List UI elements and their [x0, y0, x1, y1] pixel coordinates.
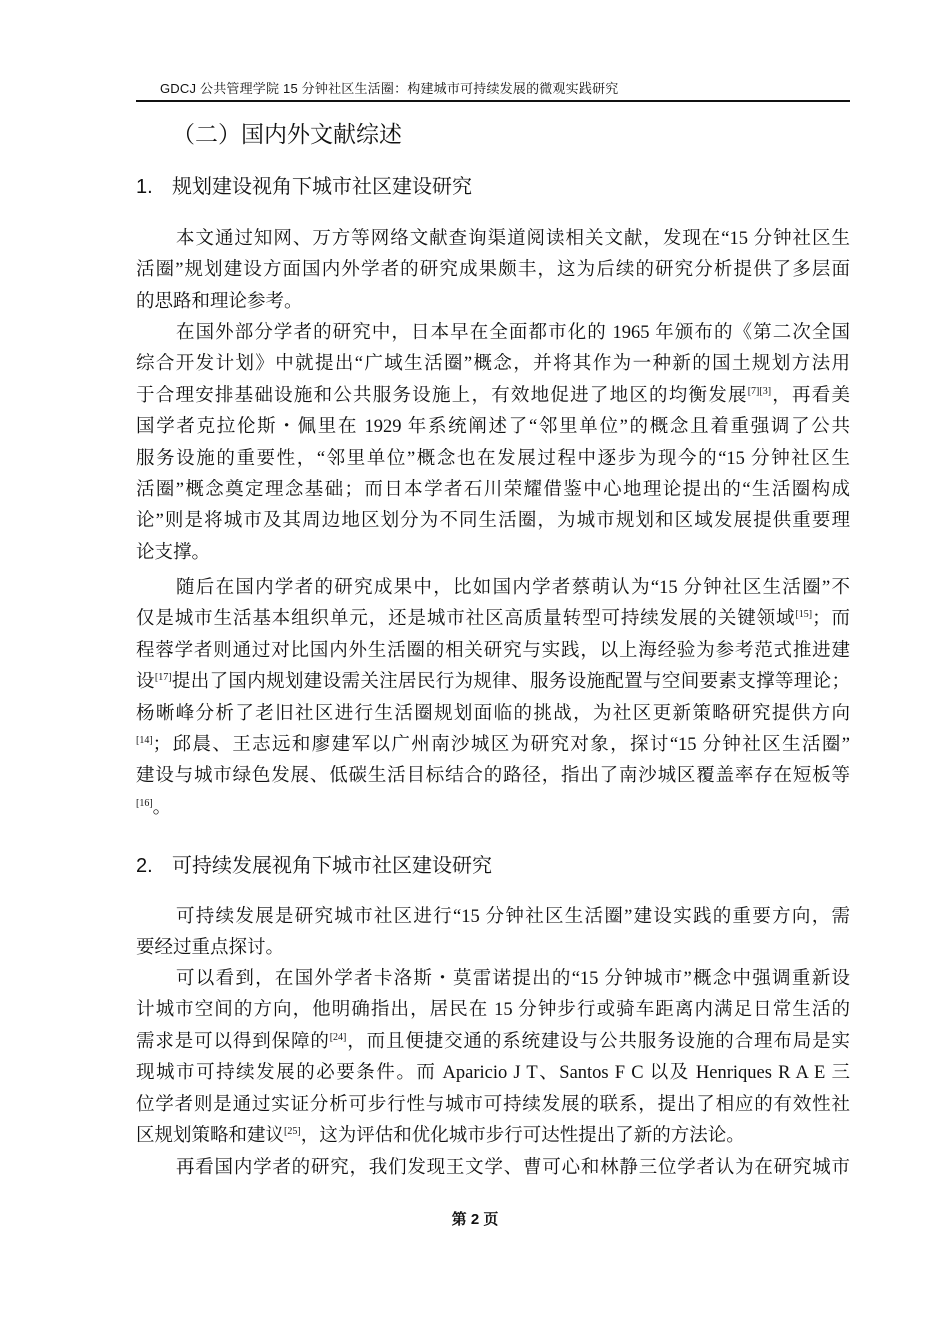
subsection-heading-1	[136, 170, 472, 199]
text-line	[136, 1121, 745, 1151]
text-line	[136, 1090, 850, 1120]
text-line	[136, 933, 284, 963]
text-run: 活圈”概念奠定理念基础；而日本学者石川荣耀借鉴中心地理论提出的“生活圈构成	[136, 480, 850, 500]
section-heading: （二）国内外文献综述	[172, 121, 402, 147]
text-run: 程蓉学者则通过对比国内外生活圈的相关研究与实践，以上海经验为参考范式推进建	[136, 640, 850, 661]
text-line	[136, 995, 850, 1025]
text-run: 现城市可持续发展的必要条件。而 Aparicio J T、Santos F C 以及 Henriques R A E 三	[136, 1063, 850, 1084]
text-run: 于合理安排基础设施和公共服务设施上，有效地促进了地区的均衡发展	[136, 385, 748, 406]
subsection-number: 1.	[136, 176, 153, 198]
text-run: 可以看到，在国外学者卡洛斯・莫雷诺提出的“15 分钟城市”概念中强调重新设	[176, 969, 850, 989]
citation-reference: [25]	[284, 1126, 301, 1137]
text-run: 设	[136, 672, 155, 693]
text-line	[136, 255, 850, 285]
text-run: 位学者则是通过实证分析可步行性与城市可持续发展的联系，提出了相应的有效性社	[136, 1094, 850, 1115]
text-run: 建设与城市绿色发展、低碳生活目标结合的路径，指出了南沙城区覆盖率存在短板等	[136, 766, 850, 787]
citation-reference: [15]	[795, 609, 813, 621]
text-run: ；邱晨、王志远和廖建军以广州南沙城区为研究对象，探讨“15 分钟社区生活圈”	[152, 735, 850, 755]
text-run: 的思路和理论参考。	[136, 291, 303, 312]
text-run: ，这为评估和优化城市步行可达性提出了新的方法论。	[300, 1126, 745, 1146]
text-line	[136, 475, 850, 505]
text-line	[136, 636, 850, 666]
text-run: 在国外部分学者的研究中，日本早在全面都市化的 1965 年颁布的《第二次全国	[176, 323, 850, 343]
text-line	[176, 224, 850, 254]
header-divider	[136, 100, 850, 102]
text-line	[136, 1058, 850, 1088]
text-run: 提出了国内规划建设需关注居民行为规律、服务设施配置与空间要素支撑等理论；	[171, 672, 850, 693]
text-line	[136, 667, 850, 697]
text-run: 随后在国内学者的研究成果中，比如国内学者蔡萌认为“15 分钟社区生活圈”不	[176, 578, 850, 598]
citation-reference: [7][3]	[747, 385, 772, 397]
running-header: GDCJ 公共管理学院 15 分钟社区生活圈：构建城市可持续发展的微观实践研究	[160, 81, 619, 96]
text-run: 要经过重点探讨。	[136, 938, 285, 959]
text-run: 需求是可以得到保障的	[136, 1031, 330, 1052]
text-line	[176, 1153, 850, 1183]
subsection-number: 2.	[136, 855, 153, 877]
text-line	[136, 538, 210, 568]
citation-reference: [14]	[136, 735, 153, 746]
citation-reference: [24]	[329, 1031, 347, 1043]
text-run: 计城市空间的方向，他明确指出，居民在 15 分钟步行或骑车距离内满足日常生活的	[136, 1000, 850, 1021]
text-line	[136, 412, 850, 442]
text-run: 仅是城市生活基本组织单元，还是城市社区高质量转型可持续发展的关键领域	[136, 609, 796, 630]
text-line	[136, 1027, 850, 1057]
text-line	[176, 573, 850, 603]
text-run: 本文通过知网、万方等网络文献查询渠道阅读相关文献，发现在“15 分钟社区生	[176, 229, 850, 249]
text-run: 论支撑。	[136, 542, 211, 563]
subsection-title: 可持续发展视角下城市社区建设研究	[172, 855, 492, 877]
text-line	[136, 506, 850, 536]
text-run: ，再看美	[771, 385, 850, 406]
subsection-heading-2	[136, 849, 492, 878]
text-line	[136, 349, 850, 379]
text-line	[136, 604, 850, 634]
text-line	[136, 444, 850, 474]
text-run: ；而	[812, 609, 850, 630]
text-run: ，而且便捷交通的系统建设与公共服务设施的合理布局是实	[346, 1031, 850, 1052]
page-number: 第 2 页	[451, 1211, 499, 1228]
text-line	[176, 964, 850, 994]
text-line	[176, 318, 850, 348]
text-run: 区规划策略和建议	[136, 1126, 285, 1146]
text-run: 论”则是将城市及其周边地区划分为不同生活圈，为城市规划和区域发展提供重要理	[136, 511, 850, 532]
citation-reference: [16]	[136, 797, 153, 809]
subsection-title: 规划建设视角下城市社区建设研究	[172, 176, 472, 198]
text-run: 再看国内学者的研究，我们发现王文学、曹可心和林静三位学者认为在研究城市	[176, 1158, 850, 1178]
citation-reference: [17]	[154, 672, 172, 684]
text-run: 可持续发展是研究城市社区进行“15 分钟社区生活圈”建设实践的重要方向，需	[176, 907, 850, 927]
text-run: 。	[152, 797, 172, 818]
text-line	[136, 699, 850, 729]
text-run: 国学者克拉伦斯・佩里在 1929 年系统阐述了“邻里单位”的概念且着重强调了公共	[136, 417, 850, 438]
text-run: 活圈”规划建设方面国内外学者的研究成果颇丰，这为后续的研究分析提供了多层面	[136, 260, 850, 281]
text-run: 服务设施的重要性，“邻里单位”概念也在发展过程中逐步为现今的“15 分钟社区生	[136, 448, 850, 469]
text-line	[136, 287, 303, 317]
text-line	[136, 730, 850, 760]
text-line	[136, 793, 171, 823]
text-run: 杨晰峰分析了老旧社区进行生活圈规划面临的挑战，为社区更新策略研究提供方向	[136, 703, 850, 724]
text-line	[176, 902, 850, 932]
text-run: 综合开发计划》中就提出“广域生活圈”概念，并将其作为一种新的国土规划方法用	[136, 354, 850, 375]
text-line	[136, 381, 850, 411]
text-line	[136, 761, 850, 791]
